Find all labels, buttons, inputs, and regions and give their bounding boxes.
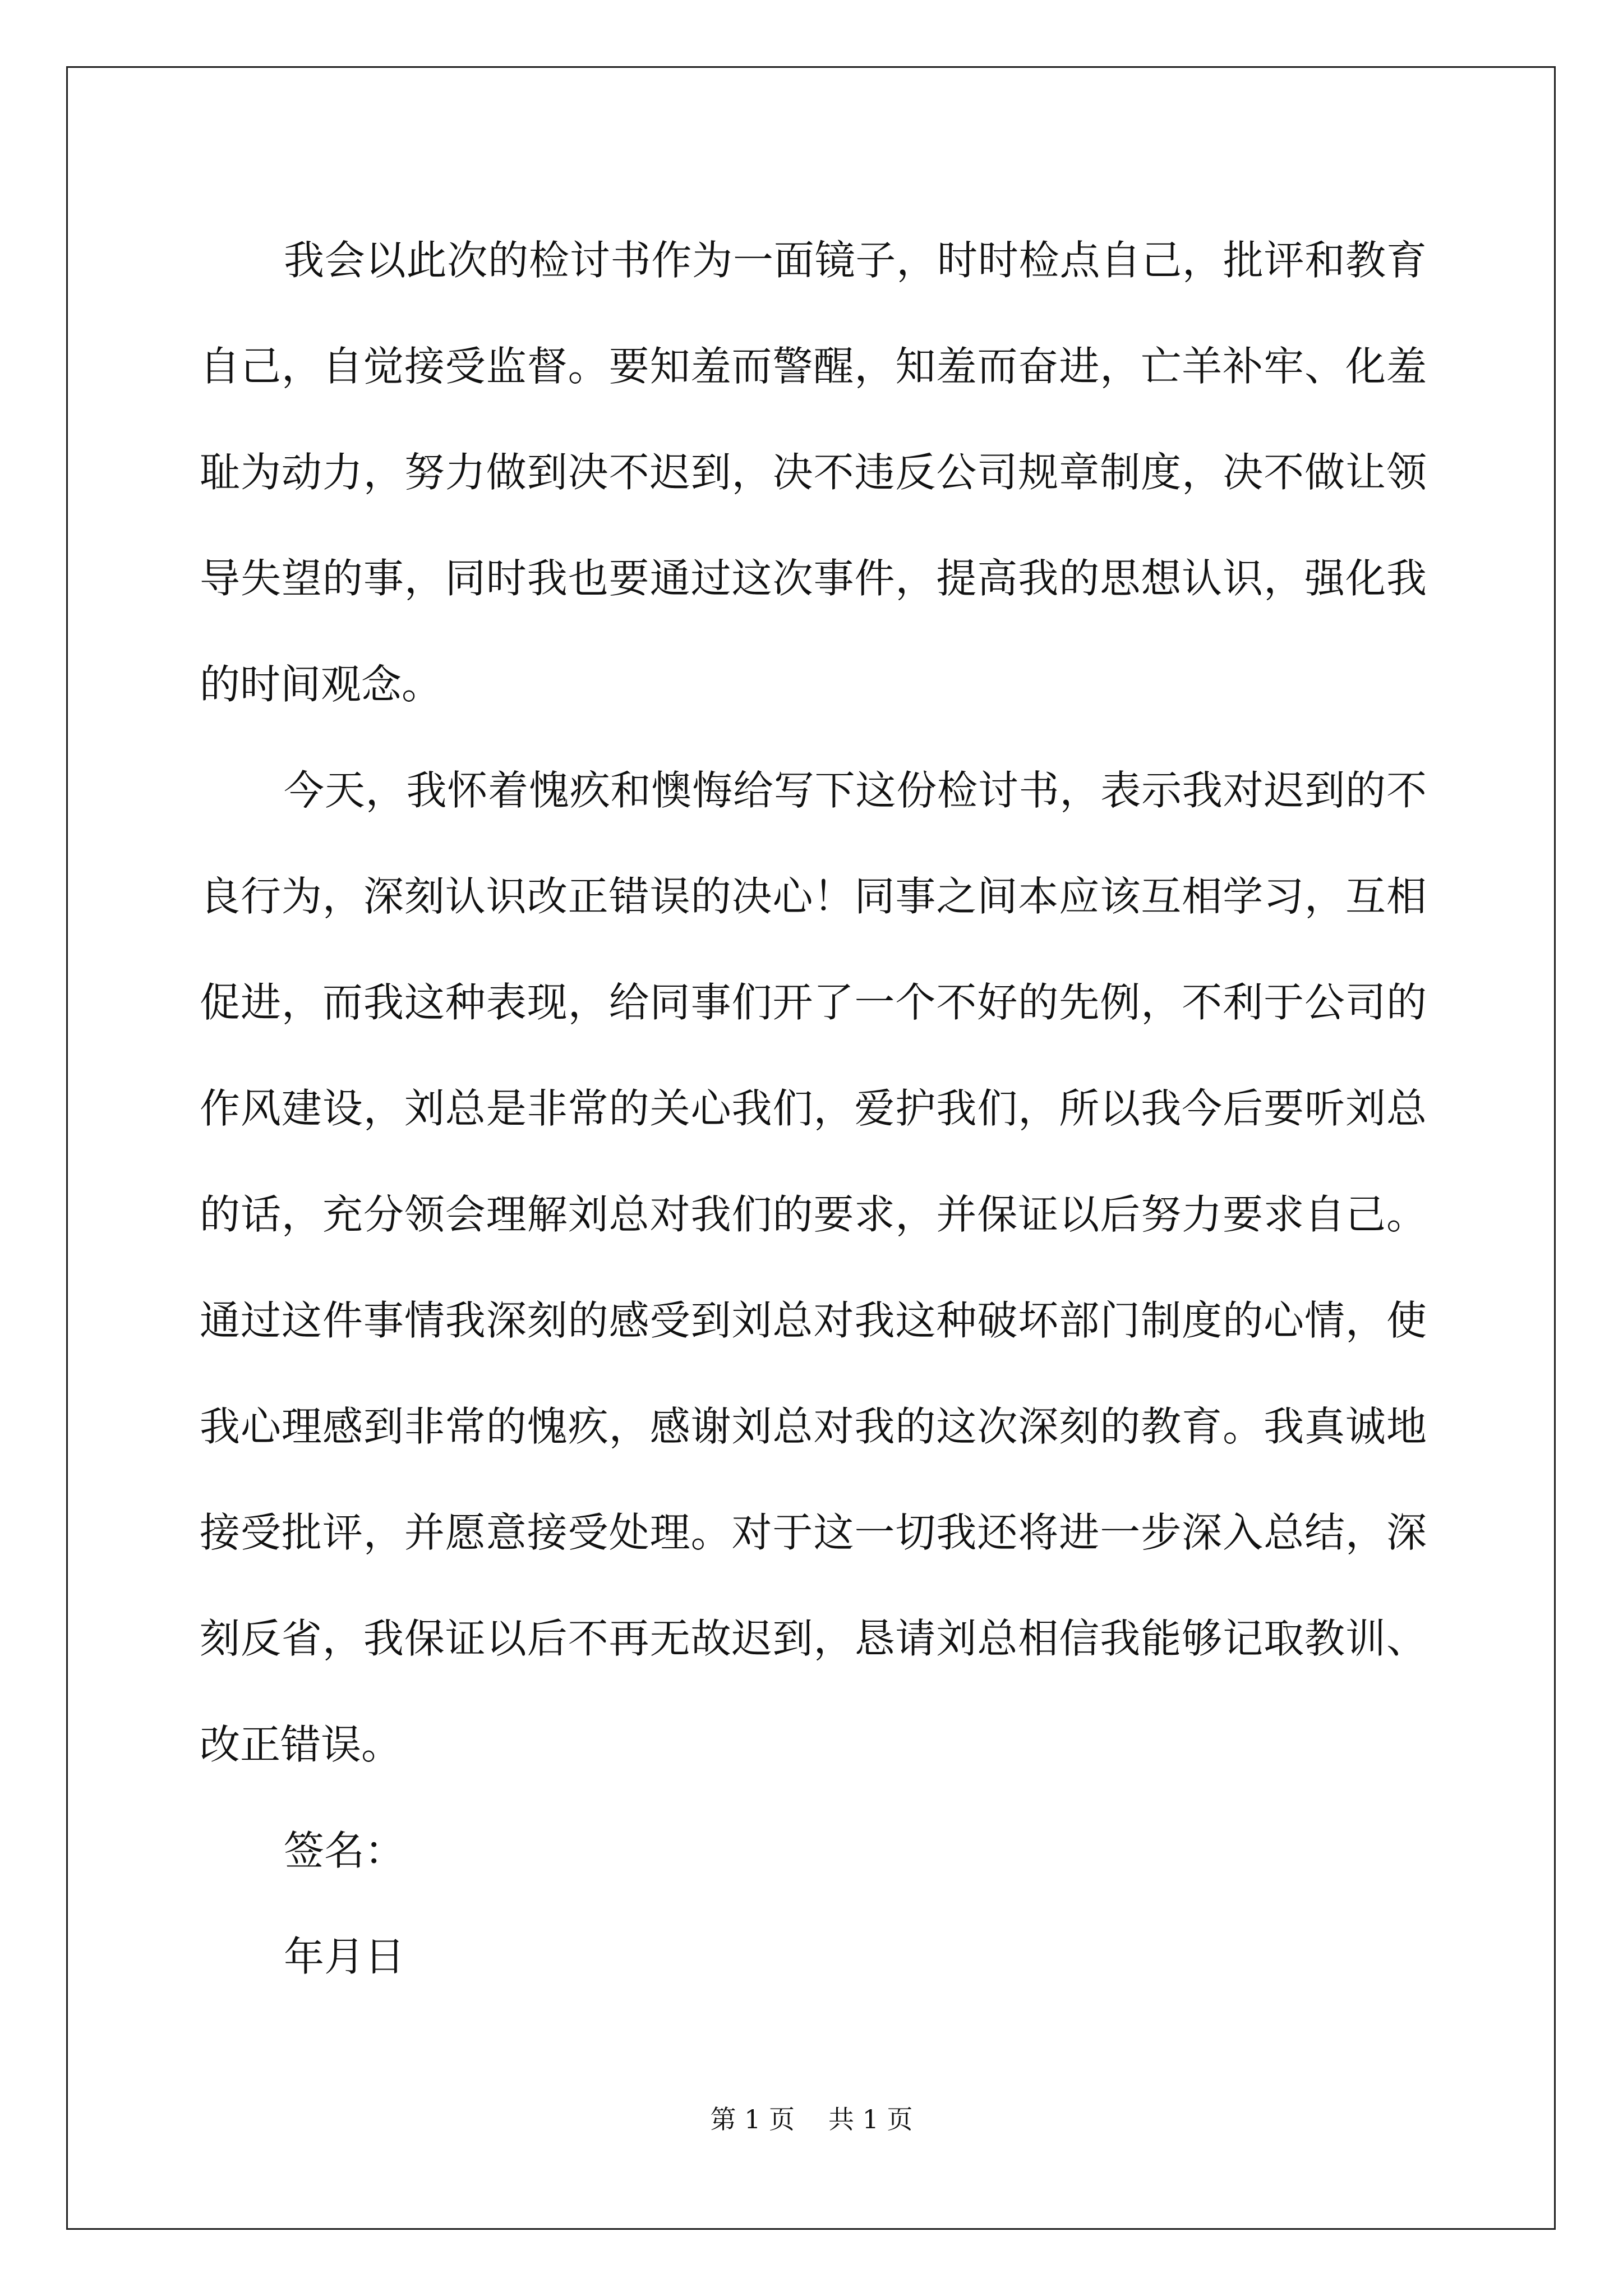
- text-line: 导失望的事，同时我也要通过这次事件，提高我的思想认识，强化我: [200, 555, 1427, 602]
- page-footer: [0, 2102, 1623, 2136]
- date-label: 年月日: [284, 1933, 405, 1980]
- page-number-total: 共 1 页: [828, 2104, 913, 2134]
- paragraph-2: [200, 738, 1427, 1798]
- page-number-current: 第 1 页: [710, 2104, 795, 2134]
- document-body: [200, 208, 1427, 2010]
- text-line: 我会以此次的检讨书作为一面镜子，时时检点自己，批评和教育: [284, 237, 1427, 284]
- text-line: 通过这件事情我深刻的感受到刘总对我这种破坏部门制度的心情，使: [200, 1297, 1427, 1344]
- text-line: 良行为，深刻认识改正错误的决心！同事之间本应该互相学习，互相: [200, 873, 1427, 920]
- text-line: 接受批评，并愿意接受处理。对于这一切我还将进一步深入总结，深: [200, 1509, 1427, 1556]
- text-line: 我心理感到非常的愧疚，感谢刘总对我的这次深刻的教育。我真诚地: [200, 1403, 1427, 1450]
- text-line: 自己，自觉接受监督。要知羞而警醒，知羞而奋进，亡羊补牢、化羞: [200, 343, 1427, 390]
- text-line: 改正错误。: [200, 1721, 402, 1768]
- text-line: 的话，充分领会理解刘总对我们的要求，并保证以后努力要求自己。: [200, 1191, 1427, 1238]
- text-line: 作风建设，刘总是非常的关心我们，爱护我们，所以我今后要听刘总: [200, 1085, 1427, 1132]
- signature-label: 签名：: [284, 1827, 405, 1874]
- paragraph-1: [200, 208, 1427, 738]
- text-line: 今天，我怀着愧疚和懊悔给写下这份检讨书，表示我对迟到的不: [284, 767, 1427, 814]
- text-line: 促进，而我这种表现，给同事们开了一个不好的先例，不利于公司的: [200, 979, 1427, 1026]
- text-line: 的时间观念。: [200, 661, 442, 708]
- text-line: 刻反省，我保证以后不再无故迟到，恳请刘总相信我能够记取教训、: [200, 1615, 1427, 1662]
- text-line: 耻为动力，努力做到决不迟到，决不违反公司规章制度，决不做让领: [200, 449, 1427, 496]
